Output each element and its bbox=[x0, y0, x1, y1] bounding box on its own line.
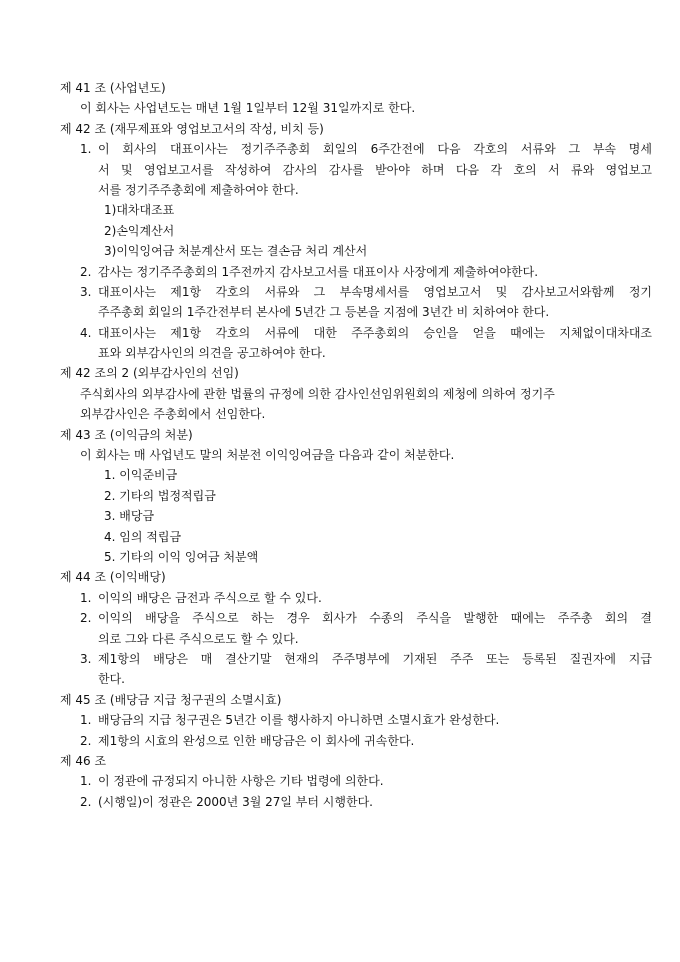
item-number: 4. bbox=[80, 325, 92, 340]
article-42-item-4 bbox=[60, 323, 652, 364]
item-number: 2. bbox=[80, 733, 92, 748]
item-text-line: 제1항의 시효의 완성으로 인한 배당금은 이 회사에 귀속한다. bbox=[98, 733, 415, 748]
item-text-line: 배당금의 지급 청구권은 5년간 이를 행사하지 아니하면 소멸시효가 완성한다. bbox=[98, 713, 500, 728]
item-text-line: 제1항의 배당은 매 결산기말 현재의 주주명부에 기재된 주주 또는 등록된 질권자에 지급 bbox=[98, 651, 652, 666]
article-42-subitem-1: 1)대차대조표 bbox=[104, 203, 175, 218]
item-number: 1. bbox=[80, 713, 92, 728]
article-44-item-1 bbox=[60, 588, 652, 608]
article-42-2-text-line-1: 주식회사의 외부감사에 관한 법률의 규정에 의한 감사인선임위원회의 제청에 의하여 정기주 bbox=[80, 386, 555, 401]
article-43-heading: 제 43 조 (이익금의 처분) bbox=[60, 427, 193, 442]
item-text-line: 대표이사는 제1항 각호의 서류에 대한 주주총회의 승인을 얻을 때에는 지체없이대차대조 bbox=[98, 325, 652, 340]
article-42-subitem-2: 2)손익계산서 bbox=[104, 223, 175, 238]
item-text-line: 서를 정기주주총회에 제출하여야 한다. bbox=[98, 182, 299, 197]
item-text-line: 표와 외부감사인의 의견을 공고하여야 한다. bbox=[98, 346, 326, 361]
article-43-item-4: 4. 임의 적립금 bbox=[104, 529, 182, 544]
article-44-heading: 제 44 조 (이익배당) bbox=[60, 570, 166, 585]
item-text-line: 한다. bbox=[98, 672, 125, 687]
article-41-text: 이 회사는 사업년도는 매년 1월 1일부터 12월 31일까지로 한다. bbox=[80, 101, 416, 116]
item-text-line: 이익의 배당은 금전과 주식으로 할 수 있다. bbox=[98, 590, 322, 605]
article-41-heading: 제 41 조 (사업년도) bbox=[60, 81, 166, 95]
document-body bbox=[60, 78, 652, 812]
item-number: 2. bbox=[80, 264, 92, 279]
article-42-heading: 제 42 조 (재무제표와 영업보고서의 작성, 비치 등) bbox=[60, 121, 324, 136]
item-text-line: 서 및 영업보고서를 작성하여 감사의 감사를 받아야 하며 다음 각 호의 서 류와 영업보고 bbox=[98, 162, 652, 177]
item-text-line: 이 회사의 대표이사는 정기주주총회 회일의 6주간전에 다음 각호의 서류와 그 부속 명세 bbox=[98, 142, 652, 157]
article-45-item-1 bbox=[60, 710, 652, 730]
article-43-item-5: 5. 기타의 이익 잉여금 처분액 bbox=[104, 549, 259, 564]
item-number: 3. bbox=[80, 284, 92, 299]
item-text-line: 이익의 배당을 주식으로 하는 경우 회사가 수종의 주식을 발행한 때에는 주주총 회의 결 bbox=[98, 611, 652, 626]
item-number: 1. bbox=[80, 142, 92, 157]
item-text-line: 대표이사는 제1항 각호의 서류와 그 부속명세서를 영업보고서 및 감사보고서와함께 정기 bbox=[98, 284, 652, 299]
item-number: 1. bbox=[80, 774, 92, 789]
article-42-2-heading: 제 42 조의 2 (외부감사인의 선임) bbox=[60, 366, 239, 381]
article-45-item-2 bbox=[60, 731, 652, 751]
article-43-item-3: 3. 배당금 bbox=[104, 509, 155, 524]
item-number: 3. bbox=[80, 651, 92, 666]
article-42-subitem-3: 3)이익잉여금 처분계산서 또는 결손금 처리 계산서 bbox=[104, 244, 368, 259]
item-number: 2. bbox=[80, 611, 92, 626]
article-43-item-2: 2. 기타의 법정적립금 bbox=[104, 488, 216, 503]
item-text-line: 의로 그와 다른 주식으로도 할 수 있다. bbox=[98, 631, 299, 646]
article-46-item-2 bbox=[60, 792, 652, 812]
article-43-text: 이 회사는 매 사업년도 말의 처분전 이익잉여금을 다음과 같이 처분한다. bbox=[80, 448, 455, 463]
article-42-item-1 bbox=[60, 139, 652, 200]
article-44-item-2 bbox=[60, 608, 652, 649]
article-46-item-1 bbox=[60, 771, 652, 791]
article-46-heading: 제 46 조 bbox=[60, 753, 107, 768]
article-43-item-1: 1. 이익준비금 bbox=[104, 468, 178, 483]
item-number: 1. bbox=[80, 590, 92, 605]
item-text-line: 감사는 정기주주총회의 1주전까지 감사보고서를 대표이사 사장에게 제출하여야한다. bbox=[98, 264, 539, 279]
article-42-item-2 bbox=[60, 262, 652, 282]
item-text-line: 주주총회 회일의 1주간전부터 본사에 5년간 그 등본을 지점에 3년간 비 치하여야 한다. bbox=[98, 305, 550, 320]
article-42-2-text-line-2: 외부감사인은 주총회에서 선임한다. bbox=[80, 407, 266, 422]
article-44-item-3 bbox=[60, 649, 652, 690]
item-text-line: (시행일)이 정관은 2000년 3월 27일 부터 시행한다. bbox=[98, 794, 373, 809]
article-42-item-3 bbox=[60, 282, 652, 323]
article-45-heading: 제 45 조 (배당금 지급 청구권의 소멸시효) bbox=[60, 692, 282, 707]
item-number: 2. bbox=[80, 794, 92, 809]
item-text-line: 이 정관에 규정되지 아니한 사항은 기타 법령에 의한다. bbox=[98, 774, 384, 789]
